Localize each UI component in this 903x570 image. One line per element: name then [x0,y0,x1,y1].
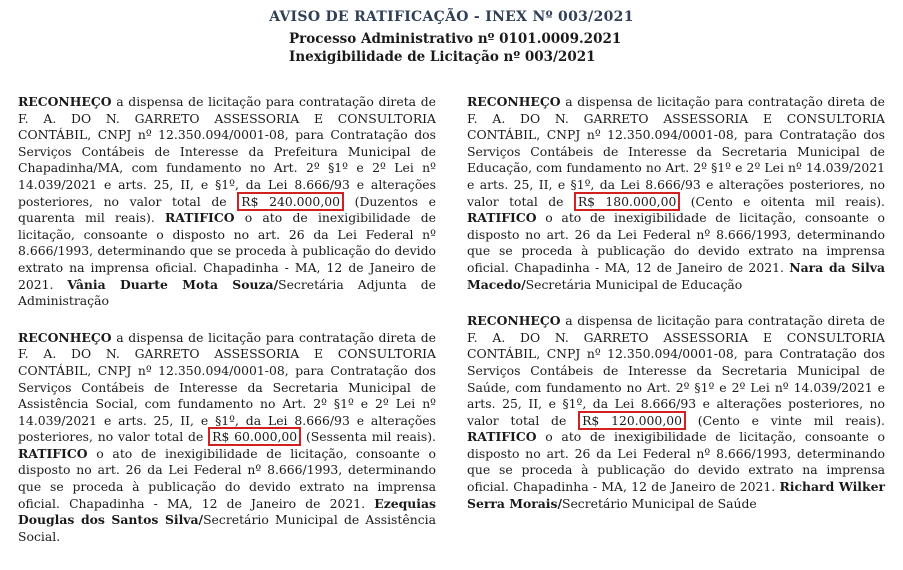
signer-role: Secretário Municipal de Saúde [561,495,757,511]
notice-body: o ato de inexigibilidade de licitação, consoante o disposto no art. 26 da Lei Federal nº 8.666/1993, determinando que se proceda à publicação do devido extrato na imprensa oficial. Chapadinha - MA, 12 de Janeiro de 2021. [18,210,436,292]
notice-intro: a dispensa de licitação para contratação direta de F. A. DO N. GARRETO ASSESSORIA E CONSULTORIA CONTÁBIL, CNPJ nº 12.350.094/0001-08, para Contratação dos Serviços Contábeis de Interesse da Secretaria Municipal de Assistência Social, com fundamento no Art. 2º §1º e 2º Lei nº 14.039/2021 e arts. 25, II, e §1º, da Lei 8.666/93 e alterações posteriores, no valor total de [18,329,436,445]
signer-name: Richard Wilker Serra Morais/ [467,479,886,511]
signer-role: Secretária Municipal de Educação [525,276,743,292]
ratification-notice [18,94,436,310]
notice-intro: a dispensa de licitação para contratação direta de F. A. DO N. GARRETO ASSESSORIA E CONSULTORIA CONTÁBIL, CNPJ nº 12.350.094/0001-08, para Contratação dos Serviços Contábeis de Interesse da Secretaria Municipal de Saúde, com fundamento no Art. 2º §1º e 2º Lei nº 14.039/2021 e arts. 25, II, e §1º, da Lei 8.666/93 e alterações posteriores, no valor total de [467,313,885,428]
ratification-notice [18,330,436,546]
amount-words: (Cento e oitenta mil reais). [680,193,885,209]
notice-body: o ato de inexigibilidade de licitação, consoante o disposto no art. 26 da Lei Federal nº 8.666/1993, determinando que se proceda à publicação do devido extrato na imprensa oficial. Chapadinha - MA, 12 de Janeiro de 2021. [18,445,436,511]
amount-highlight: R$ 120.000,00 [578,411,686,430]
right-column [467,94,885,532]
signer-name: Vânia Duarte Mota Souza/ [67,276,279,292]
signer-name: Nara da Silva Macedo/ [467,259,886,292]
notice-body: o ato de inexigibilidade de licitação, consoante o disposto no art. 26 da Lei Federal nº 8.666/1993, determinando que se proceda à publicação do devido extrato na imprensa oficial. Chapadinha - MA, 12 de Janeiro de 2021. [467,429,885,495]
process-number: Processo Administrativo nº 0101.0009.2021 [289,31,622,47]
left-column [18,94,436,565]
ratification-notice [467,94,885,293]
inexigibility-number: Inexigibilidade de Licitação nº 003/2021 [289,49,596,65]
notice-intro: a dispensa de licitação para contratação direta de F. A. DO N. GARRETO ASSESSORIA E CONSULTORIA CONTÁBIL, CNPJ nº 12.350.094/0001-08, para Contratação dos Serviços Contábeis de Interesse da Prefeitura Municipal de Chapadinha/MA, com fundamento no Art. 2º §1º e 2º Lei nº 14.039/2021 e arts. 25, II, e §1º, da Lei 8.666/93 e alterações posteriores, no valor total de [18,94,436,209]
reconheco-keyword: RECONHEÇO [467,313,561,329]
ratifico-keyword: RATIFICO [18,445,88,461]
signer-role: Secretária Adjunta de Administração [18,276,436,309]
amount-words: (Cento e vinte mil reais). [686,412,885,428]
ratifico-keyword: RATIFICO [467,429,537,445]
amount-words: (Duzentos e quarenta mil reais). [18,193,436,226]
amount-highlight: R$ 240.000,00 [237,192,344,211]
amount-words: (Sessenta mil reais). [301,429,436,445]
reconheco-keyword: RECONHEÇO [18,94,112,109]
notice-body: o ato de inexigibilidade de licitação, consoante o disposto no art. 26 da Lei Federal nº 8.666/1993, determinando que se proceda à publicação do devido extrato na imprensa oficial. Chapadinha - MA, 12 de Janeiro de 2021. [467,210,885,275]
signer-role: Secretário Municipal de Assistência Social. [18,512,436,544]
amount-highlight: R$ 60.000,00 [208,427,301,446]
amount-highlight: R$ 180.000,00 [574,192,681,211]
reconheco-keyword: RECONHEÇO [18,329,112,345]
ratification-notice [467,313,885,512]
reconheco-keyword: RECONHEÇO [467,94,561,109]
notice-intro: a dispensa de licitação para contratação direta de F. A. DO N. GARRETO ASSESSORIA E CONSULTORIA CONTÁBIL, CNPJ nº 12.350.094/0001-08, para Contratação dos Serviços Contábeis de Interesse da Secretaria Municipal de Educação, com fundamento no Art. 2º §1º e 2º Lei nº 14.039/2021 e arts. 25, II, e §1º, da Lei 8.666/93 e alterações posteriores, no valor total de [467,94,885,209]
signer-name: Ezequias Douglas dos Santos Silva/ [18,495,436,528]
ratifico-keyword: RATIFICO [165,210,235,226]
ratifico-keyword: RATIFICO [467,210,537,226]
notice-title: AVISO DE RATIFICAÇÃO - INEX Nº 003/2021 [269,9,634,25]
